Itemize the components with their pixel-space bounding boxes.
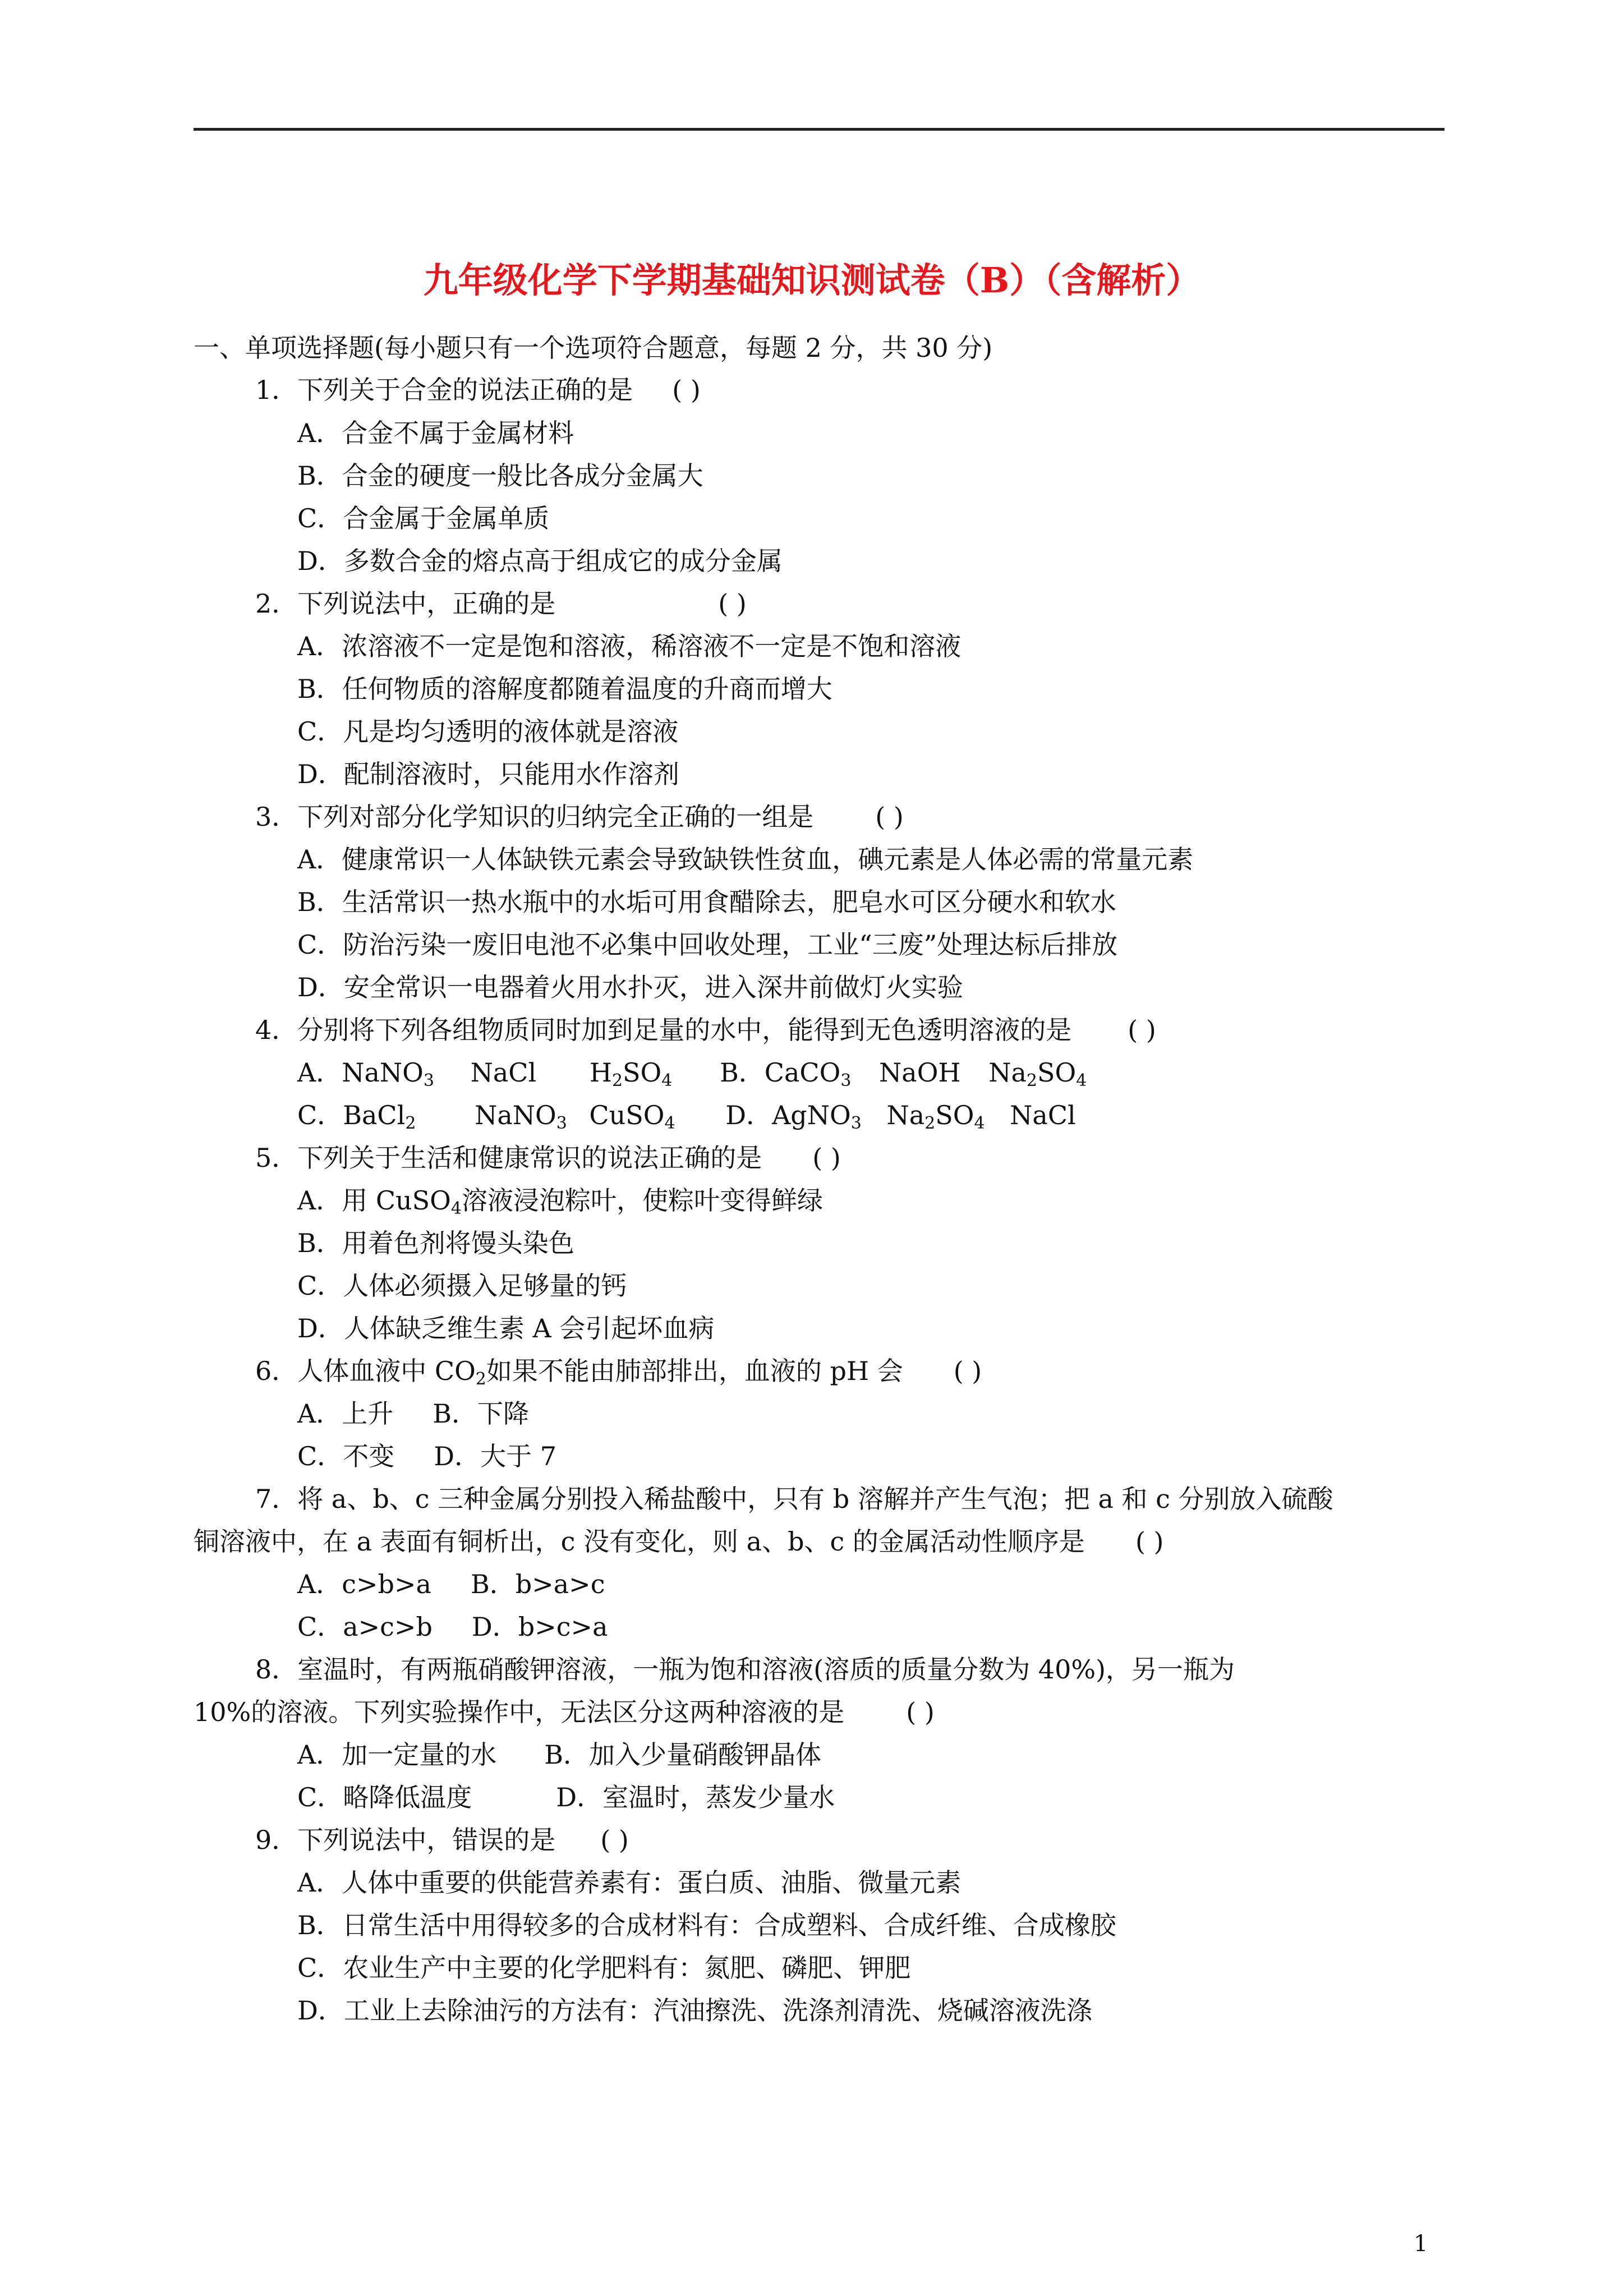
q5-stem: 5．下列关于生活和健康常识的说法正确的是 ( ) — [255, 1143, 841, 1173]
q2-option-a: A．浓溶液不一定是饱和溶液，稀溶液不一定是不饱和溶液 — [297, 631, 961, 661]
q7-stem-line1: 7．将 a、b、c 三种金属分别投入稀盐酸中，只有 b 溶解并产生气泡；把 a 和 c 分别放入硫酸 — [255, 1484, 1333, 1514]
q9-option-a: A．人体中重要的供能营养素有：蛋白质、油脂、微量元素 — [297, 1867, 961, 1898]
q6-options-cd: C．不变 D．大于 7 — [297, 1441, 556, 1471]
q1-option-d: D．多数合金的熔点高于组成它的成分金属 — [297, 546, 783, 576]
q2-option-d: D．配制溶液时，只能用水作溶剂 — [297, 759, 679, 789]
header-rule — [194, 128, 1444, 131]
q5-option-c: C．人体必须摄入足够量的钙 — [297, 1271, 627, 1301]
q9-option-b: B．日常生活中用得较多的合成材料有：合成塑料、合成纤维、合成橡胶 — [297, 1910, 1116, 1940]
q6-stem: 6．人体血液中 $CO_2$如果不能由肺部排出，血液的 pH 会 ( ) — [255, 1356, 982, 1389]
q1-stem: 1．下列关于合金的说法正确的是 ( ) — [255, 375, 701, 405]
q2-stem: 2．下列说法中，正确的是 ( ) — [255, 588, 747, 619]
page-number: 1 — [1414, 2231, 1428, 2257]
q3-option-c: C．防治污染一废旧电池不必集中回收处理，工业“三废”处理达标后排放 — [297, 930, 1118, 960]
q7-options-cd: C．a>c>b D．b>c>a — [297, 1612, 608, 1642]
q3-option-a: A．健康常识一人体缺铁元素会导致缺铁性贫血，碘元素是人体必需的常量元素 — [297, 844, 1194, 875]
q3-option-b: B．生活常识一热水瓶中的水垢可用食醋除去，肥皂水可区分硬水和软水 — [297, 887, 1116, 917]
q8-stem-line2: 10%的溶液。下列实验操作中，无法区分这两种溶液的是 ( ) — [194, 1697, 935, 1727]
q9-option-c: C．农业生产中主要的化学肥料有：氮肥、磷肥、钾肥 — [297, 1953, 911, 1983]
q5-option-d: D．人体缺乏维生素 A 会引起坏血病 — [297, 1313, 715, 1343]
q5-option-b: B．用着色剂将馒头染色 — [297, 1228, 574, 1258]
q1-option-c: C．合金属于金属单质 — [297, 503, 550, 533]
q4-options-cd: C．BaCl$_2$ NaNO$_3$ CuSO$_4$ D．AgNO$_3$ $Na_2SO_4$ NaCl — [297, 1100, 1076, 1133]
q3-stem: 3．下列对部分化学知识的归纳完全正确的一组是 ( ) — [255, 802, 904, 832]
page-title: 九年级化学下学期基础知识测试卷（B）（含解析） — [423, 260, 1201, 301]
q2-option-b: B．任何物质的溶解度都随着温度的升商而增大 — [297, 674, 832, 704]
q8-stem-line1: 8．室温时，有两瓶硝酸钾溶液，一瓶为饱和溶液(溶质的质量分数为 40%)，另一瓶为 — [255, 1654, 1235, 1685]
q5-option-a: A．用 CuSO$_4$溶液浸泡粽叶，使粽叶变得鲜绿 — [297, 1185, 823, 1218]
q4-options-ab: A．NaNO$_3$ NaCl $H_2SO_4$ B．CaCO$_3$ NaOH $Na_2SO_4$ — [297, 1057, 1087, 1091]
q1-option-a: A．合金不属于金属材料 — [297, 418, 574, 448]
q3-option-d: D．安全常识一电器着火用水扑灭，进入深井前做灯火实验 — [297, 972, 963, 1002]
q9-stem: 9．下列说法中，错误的是 ( ) — [255, 1825, 629, 1855]
q8-options-cd: C．略降低温度 D．室温时，蒸发少量水 — [297, 1782, 835, 1812]
q1-option-b: B．合金的硬度一般比各成分金属大 — [297, 461, 703, 491]
q8-options-ab: A．加一定量的水 B．加入少量硝酸钾晶体 — [297, 1740, 822, 1770]
q2-option-c: C．凡是均匀透明的液体就是溶液 — [297, 716, 679, 747]
q9-option-d: D．工业上去除油污的方法有：汽油擦洗、洗涤剂清洗、烧碱溶液洗涤 — [297, 1995, 1092, 2026]
q7-stem-line2: 铜溶液中，在 a 表面有铜析出，c 没有变化，则 a、b、c 的金属活动性顺序是 ( ) — [194, 1526, 1164, 1557]
q6-options-ab: A．上升 B．下降 — [297, 1398, 530, 1429]
section-heading: 一、单项选择题(每小题只有一个选项符合题意，每题 2 分，共 30 分) — [194, 333, 993, 363]
q4-stem: 4．分别将下列各组物质同时加到足量的水中，能得到无色透明溶液的是 ( ) — [255, 1015, 1156, 1045]
q7-options-ab: A．c>b>a B．b>a>c — [297, 1569, 605, 1599]
